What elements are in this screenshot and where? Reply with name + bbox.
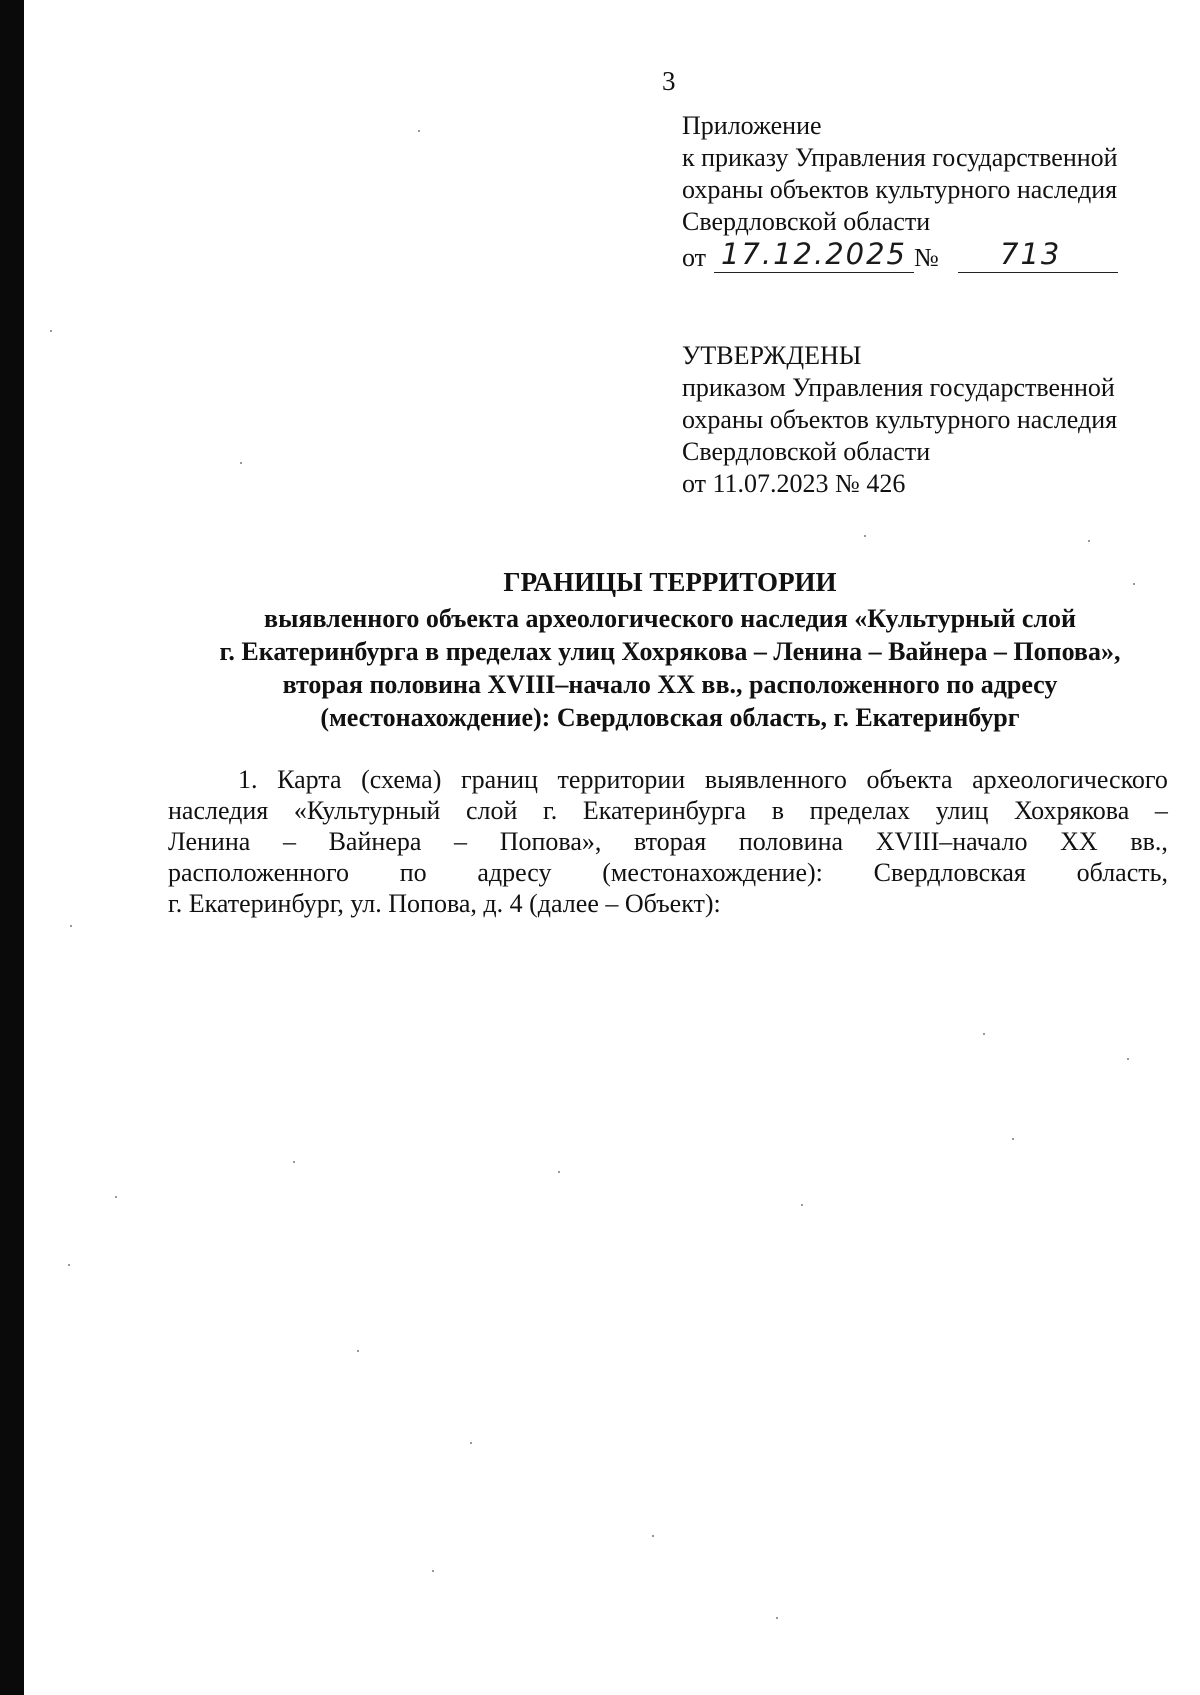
paragraph-word: вв., xyxy=(1130,827,1168,856)
paragraph-word: пределах xyxy=(809,796,911,825)
paragraph-word: «Культурный xyxy=(293,796,441,825)
date-prefix: от xyxy=(682,243,707,272)
handwritten-number-field xyxy=(958,238,1118,273)
handwritten-number: 713 xyxy=(1000,237,1062,271)
paragraph-word: объекта xyxy=(866,765,953,794)
paragraph-line xyxy=(168,764,1168,795)
scan-speck xyxy=(864,535,866,537)
scan-speck xyxy=(432,1570,434,1572)
scan-speck xyxy=(240,462,242,464)
paragraph-word: границ xyxy=(460,765,538,794)
paragraph-word: – xyxy=(1154,796,1168,825)
paragraph-word: расположенного xyxy=(168,858,349,887)
approved-line: приказом Управления государственной xyxy=(682,373,1115,402)
paragraph-word: территории xyxy=(557,765,686,794)
title-line: (местонахождение): Свердловская область, г. Екатеринбург xyxy=(320,703,1020,732)
paragraph-word: 1. xyxy=(238,765,258,794)
paragraph-word: Ленина xyxy=(168,827,251,856)
handwritten-date: 17.12.2025 xyxy=(720,237,908,271)
paragraph-word: Хохрякова xyxy=(1014,796,1130,825)
paragraph-word: Попова», xyxy=(499,827,602,856)
paragraph-word: Вайнера xyxy=(328,827,422,856)
body-paragraph xyxy=(168,764,1168,919)
paragraph-word: область, xyxy=(1076,858,1168,887)
paragraph-word: Екатеринбурга xyxy=(582,796,747,825)
title-line: вторая половина XVIII–начало XX вв., расположенного по адресу xyxy=(282,670,1058,699)
approved-line: Свердловской области xyxy=(682,437,931,466)
document-title xyxy=(140,566,1200,734)
paragraph-line xyxy=(168,795,1168,826)
scan-speck xyxy=(70,925,72,927)
scan-speck xyxy=(357,1350,359,1352)
paragraph-word: выявленного xyxy=(704,765,847,794)
approved-line: охраны объектов культурного наследия xyxy=(682,405,1118,434)
paragraph-word: улиц xyxy=(935,796,989,825)
paragraph-word: археологического xyxy=(972,765,1168,794)
paragraph-word: XX xyxy=(1060,827,1098,856)
title-line: г. Екатеринбурга в пределах улиц Хохрякова – Ленина – Вайнера – Попова», xyxy=(219,637,1121,666)
paragraph-last-line: г. Екатеринбург, ул. Попова, д. 4 (далее – Объект): xyxy=(168,889,721,918)
title-main: ГРАНИЦЫ ТЕРРИТОРИИ xyxy=(503,567,837,597)
scan-speck xyxy=(1127,1058,1129,1060)
paragraph-word: (местонахождение): xyxy=(602,858,823,887)
scan-speck xyxy=(293,1161,295,1163)
paragraph-word: – xyxy=(454,827,468,856)
paragraph-word: по xyxy=(399,858,427,887)
scan-speck xyxy=(558,1171,560,1173)
order-reference-line xyxy=(682,238,1182,274)
scan-speck xyxy=(470,1442,472,1444)
paragraph-word: вторая xyxy=(634,827,707,856)
approved-line: от 11.07.2023 № 426 xyxy=(682,469,906,498)
scan-speck xyxy=(652,1535,654,1537)
approved-block xyxy=(682,340,1182,500)
appendix-line: к приказу Управления государственной xyxy=(682,143,1118,172)
paragraph-line xyxy=(168,857,1168,888)
title-line: выявленного объекта археологического наследия «Культурный слой xyxy=(264,604,1076,633)
scan-speck xyxy=(50,330,52,332)
paragraph-word: – xyxy=(282,827,296,856)
scan-speck xyxy=(776,1617,778,1619)
paragraph-line xyxy=(168,826,1168,857)
appendix-line: Свердловской области xyxy=(682,207,931,236)
scan-speck xyxy=(418,130,420,132)
paragraph-word: адресу xyxy=(477,858,552,887)
paragraph-word: в xyxy=(771,796,785,825)
appendix-block xyxy=(682,110,1182,274)
paragraph-word: половина xyxy=(738,827,844,856)
scan-speck xyxy=(68,1264,70,1266)
scan-speck xyxy=(1133,583,1135,585)
scan-edge-shadow xyxy=(0,0,24,1695)
appendix-line: охраны объектов культурного наследия xyxy=(682,175,1118,204)
approved-heading: УТВЕРЖДЕНЫ xyxy=(682,341,862,370)
scan-speck xyxy=(801,1204,803,1206)
appendix-line: Приложение xyxy=(682,111,822,140)
paragraph-word: наследия xyxy=(168,796,269,825)
handwritten-date-field xyxy=(714,238,914,273)
scan-speck xyxy=(1012,1138,1014,1140)
paragraph-word: (схема) xyxy=(361,765,442,794)
paragraph-word: слой xyxy=(465,796,518,825)
paragraph-word: Свердловская xyxy=(873,858,1026,887)
scan-speck xyxy=(983,1033,985,1035)
number-prefix: № xyxy=(914,243,939,272)
page-number: 3 xyxy=(662,66,676,96)
paragraph-word: XVIII–начало xyxy=(875,827,1028,856)
paragraph-word: Карта xyxy=(277,765,342,794)
scan-speck xyxy=(115,1196,117,1198)
scan-speck xyxy=(1088,540,1090,542)
paragraph-word: г. xyxy=(543,796,558,825)
